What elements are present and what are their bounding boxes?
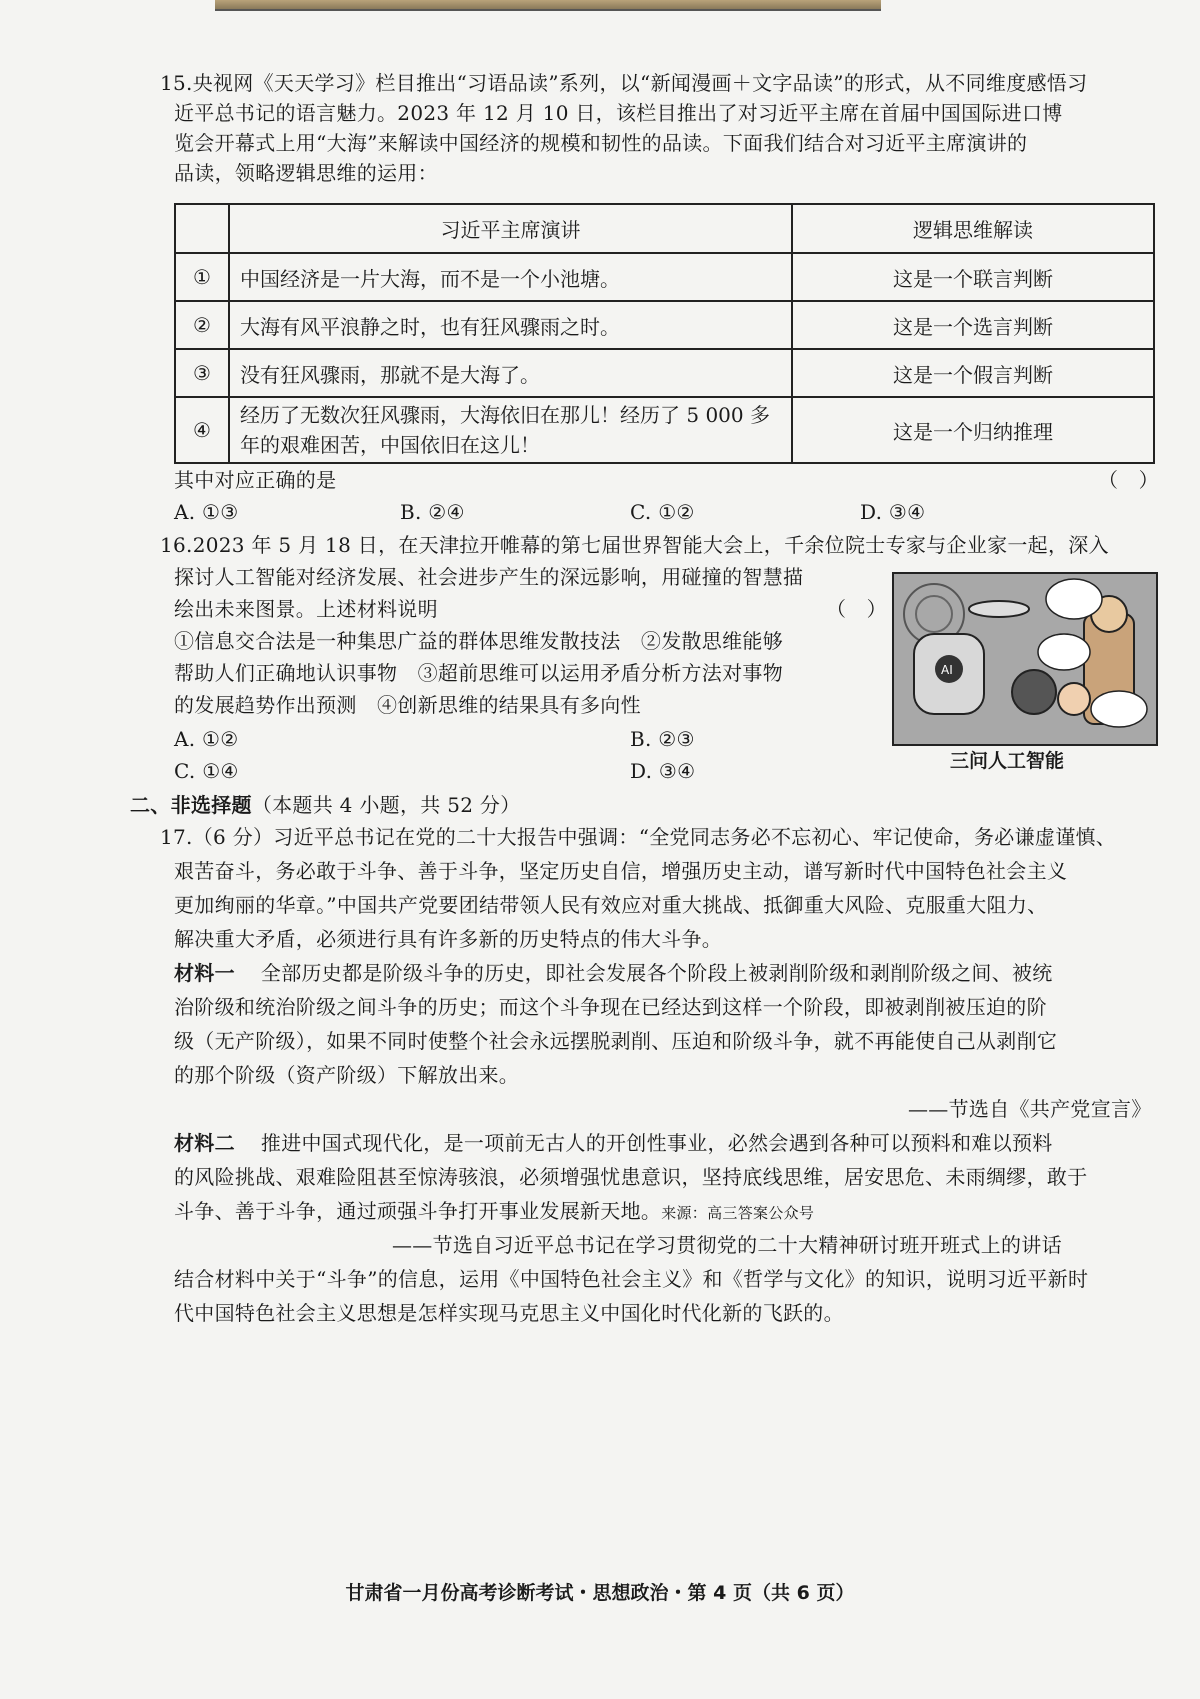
q15-line-2: 近平总书记的语言魅力。2023 年 12 月 10 日，该栏目推出了对习近平主席在首届中国国际进口博 (174, 101, 1063, 125)
q16-line-2: 探讨人工智能对经济发展、社会进步产生的深远影响，用碰撞的智慧描 (174, 565, 804, 589)
q17-line-3: 更加绚丽的华章。”中国共产党要团结带领人民有效应对重大挑战、抵御重大风险、克服重大阻力、 (174, 893, 1048, 917)
material-2-first-line (174, 1128, 1053, 1158)
q15-option-c[interactable]: C. ①② (630, 500, 695, 524)
q17-line-4: 解决重大矛盾，必须进行具有许多新的历史特点的伟大斗争。 (174, 927, 723, 951)
material-1-source: ——节选自《共产党宣言》 (908, 1097, 1152, 1121)
q17-line-2: 艰苦奋斗，务必敢于斗争、善于斗争，坚定历史自信，增强历史主动，谱写新时代中国特色社会主义 (174, 859, 1068, 883)
q16-option-b[interactable]: B. ②③ (630, 727, 695, 751)
row-logic: 这是一个归纳推理 (792, 397, 1154, 463)
row-speech: 中国经济是一片大海，而不是一个小池塘。 (229, 253, 792, 301)
q17-question-line-1: 结合材料中关于“斗争”的信息，运用《中国特色社会主义》和《哲学与文化》的知识，说明习近平新时 (174, 1267, 1089, 1291)
q16-line-6: 的发展趋势作出预测 ④创新思维的结果具有多向性 (174, 693, 641, 717)
ai-cartoon-image (892, 572, 1158, 746)
material-1-label: 材料一 (174, 961, 235, 985)
q15-table (174, 203, 1155, 464)
q15-answer-bracket: （ ） (1098, 468, 1159, 492)
q15-option-b[interactable]: B. ②④ (400, 500, 465, 524)
row-logic: 这是一个联言判断 (792, 253, 1154, 301)
material-1-first-line (174, 958, 1053, 988)
q16-line-4: ①信息交合法是一种集思广益的群体思维发散技法 ②发散思维能够 (174, 629, 783, 653)
source-watermark: 来源：高三答案公众号 (661, 1204, 815, 1222)
cartoon-drawing (894, 574, 1156, 744)
row-logic: 这是一个假言判断 (792, 349, 1154, 397)
table-row (175, 349, 1154, 397)
material-1-line-2: 治阶级和统治阶级之间斗争的历史；而这个斗争现在已经达到这样一个阶段，即被剥削被压迫的阶 (174, 995, 1047, 1019)
row-logic: 这是一个选言判断 (792, 301, 1154, 349)
material-2-line-3 (174, 1196, 814, 1228)
q16-option-a[interactable]: A. ①② (174, 727, 239, 751)
row-speech: 经历了无数次狂风骤雨，大海依旧在那儿！经历了 5 000 多年的艰难困苦，中国依旧在这儿！ (229, 397, 792, 463)
row-number: ① (175, 253, 229, 301)
section-heading (130, 790, 521, 820)
material-2-source: ——节选自习近平总书记在学习贯彻党的二十大精神研讨班开班式上的讲话 (392, 1233, 1062, 1257)
material-1-line-4: 的那个阶级（资产阶级）下解放出来。 (174, 1063, 520, 1087)
row-number: ③ (175, 349, 229, 397)
q15-option-d[interactable]: D. ③④ (860, 500, 926, 524)
q15-option-a[interactable]: A. ①③ (174, 500, 239, 524)
q15-line-3: 览会开幕式上用“大海”来解读中国经济的规模和韧性的品读。下面我们结合对习近平主席演讲的 (174, 131, 1028, 155)
table-row (175, 397, 1154, 463)
q16-line-1: 16.2023 年 5 月 18 日，在天津拉开帷幕的第七届世界智能大会上，千余位院士专家与企业家一起，深入 (160, 533, 1109, 557)
q16-line-5: 帮助人们正确地认识事物 ③超前思维可以运用矛盾分析方法对事物 (174, 661, 783, 685)
material-1-line-3: 级（无产阶级），如果不同时使整个社会永远摆脱剥削、压迫和阶级斗争，就不再能使自己从剥削它 (174, 1029, 1058, 1053)
table-header-blank (175, 204, 229, 253)
table-row (175, 301, 1154, 349)
row-speech: 没有狂风骤雨，那就不是大海了。 (229, 349, 792, 397)
material-2-label: 材料二 (174, 1131, 235, 1155)
material-1-text: 全部历史都是阶级斗争的历史，即社会发展各个阶段上被剥削阶级和剥削阶级之间、被统 (260, 961, 1053, 985)
page-footer: 甘肃省一月份高考诊断考试・思想政治・第 4 页（共 6 页） (345, 1582, 855, 1604)
q15-line-4: 品读，领略逻辑思维的运用： (174, 161, 438, 185)
svg-text:AI: AI (941, 663, 953, 677)
material-2-text: 推进中国式现代化，是一项前无古人的开创性事业，必然会遇到各种可以预料和难以预料 (260, 1131, 1053, 1155)
q15-prompt: 其中对应正确的是 (174, 468, 337, 492)
material-2-line-3-text: 斗争、善于斗争，通过顽强斗争打开事业发展新天地。 (174, 1199, 662, 1223)
q17-question-line-2: 代中国特色社会主义思想是怎样实现马克思主义中国化时代化新的飞跃的。 (174, 1301, 844, 1325)
table-header-logic: 逻辑思维解读 (792, 204, 1154, 253)
q16-answer-bracket: （ ） (826, 597, 887, 621)
row-speech: 大海有风平浪静之时，也有狂风骤雨之时。 (229, 301, 792, 349)
row-number: ② (175, 301, 229, 349)
q16-line-3: 绘出未来图景。上述材料说明 (174, 597, 438, 621)
section-title: 二、非选择题 (130, 793, 252, 817)
table-header-speech: 习近平主席演讲 (229, 204, 792, 253)
material-2-line-2: 的风险挑战、艰难险阻甚至惊涛骇浪，必须增强忧患意识，坚持底线思维，居安思危、未雨绸缪，敢于 (174, 1165, 1088, 1189)
cartoon-caption: 三问人工智能 (950, 750, 1065, 772)
q16-option-c[interactable]: C. ①④ (174, 759, 239, 783)
q17-line-1: 17.（6 分）习近平总书记在党的二十大报告中强调：“全党同志务必不忘初心、牢记使命，务必谦虚谨慎、 (160, 825, 1117, 849)
q15-line-1: 15.央视网《天天学习》栏目推出“习语品读”系列，以“新闻漫画＋文字品读”的形式，从不同维度感悟习 (160, 71, 1088, 95)
section-note: （本题共 4 小题，共 52 分） (251, 793, 521, 817)
row-number: ④ (175, 397, 229, 463)
table-header-row (175, 204, 1154, 253)
table-row (175, 253, 1154, 301)
q16-option-d[interactable]: D. ③④ (630, 759, 696, 783)
